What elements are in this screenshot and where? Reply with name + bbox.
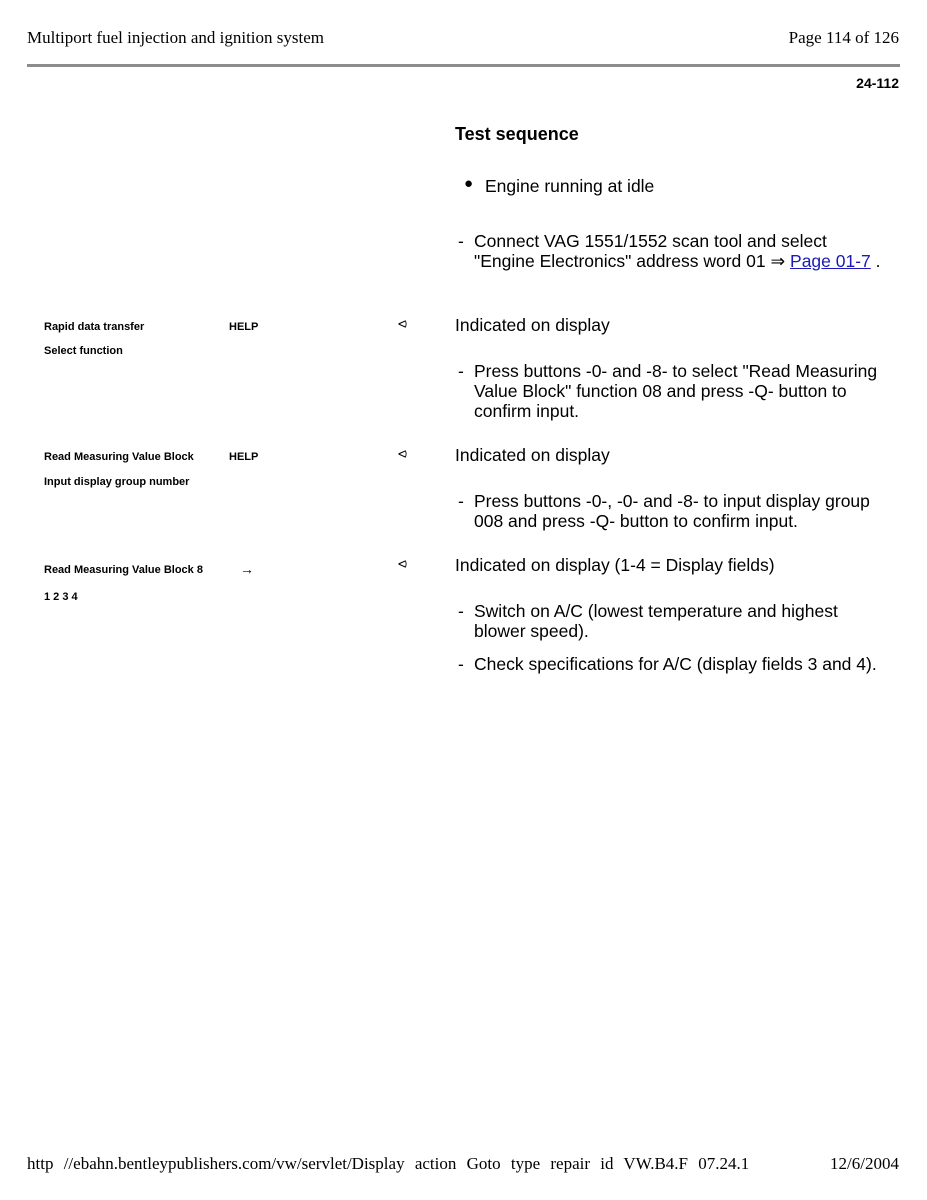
display1-line1: Rapid data transfer (44, 321, 145, 333)
indicated-on-display-3: Indicated on display (1-4 = Display fields) (455, 555, 775, 575)
indicated-on-display-1: Indicated on display (455, 315, 610, 335)
display3-line2: 1 2 3 4 (44, 591, 78, 603)
pointer-icon: ⪦ (398, 555, 408, 572)
display2-line1: Read Measuring Value Block (44, 451, 194, 463)
bullet-text: Engine running at idle (485, 176, 655, 196)
step-connect-end: . (870, 251, 881, 271)
page-indicator: Page 114 of 126 (788, 28, 899, 47)
arrow-right-icon: → (240, 561, 254, 577)
arrow-right-icon: ⇒ (770, 251, 786, 271)
section-number: 24-112 (856, 75, 899, 91)
dash-marker: - (458, 491, 464, 511)
step-text (474, 231, 888, 271)
footer-url: http //ebahn.bentleypublishers.com/vw/servlet/Display action Goto type repair id VW.B4.F 07.24.1 (27, 1154, 750, 1173)
display2-line2: Input display group number (44, 476, 190, 488)
indicated-on-display-2: Indicated on display (455, 445, 610, 465)
display2-help: HELP (229, 451, 259, 463)
display1-line2: Select function (44, 345, 123, 357)
step-text: Check specifications for A/C (display fields 3 and 4). (474, 654, 877, 674)
step-text: Press buttons -0- and -8- to select "Read Measuring Value Block" function 08 and press -Q- button to confirm input. (474, 361, 878, 421)
dash-marker: - (458, 361, 464, 381)
test-sequence-heading: Test sequence (455, 124, 579, 144)
document-title: Multiport fuel injection and ignition system (27, 28, 324, 47)
dash-marker: - (458, 601, 464, 621)
bullet-icon: ● (464, 175, 474, 192)
display1-help: HELP (229, 321, 259, 333)
step-connect-text: Connect VAG 1551/1552 scan tool and select "Engine Electronics" address word 01 (474, 231, 827, 271)
header-divider (27, 64, 900, 67)
pointer-icon: ⪦ (398, 445, 408, 462)
dash-marker: - (458, 231, 464, 251)
step-text: Press buttons -0-, -0- and -8- to input display group 008 and press -Q- button to confirm input. (474, 491, 870, 531)
footer-date: 12/6/2004 (830, 1154, 899, 1173)
page-01-7-link[interactable]: Page 01-7 (790, 251, 871, 271)
pointer-icon: ⪦ (398, 315, 408, 332)
step-text: Switch on A/C (lowest temperature and highest blower speed). (474, 601, 838, 641)
display3-line1: Read Measuring Value Block 8 (44, 564, 203, 576)
dash-marker: - (458, 654, 464, 674)
